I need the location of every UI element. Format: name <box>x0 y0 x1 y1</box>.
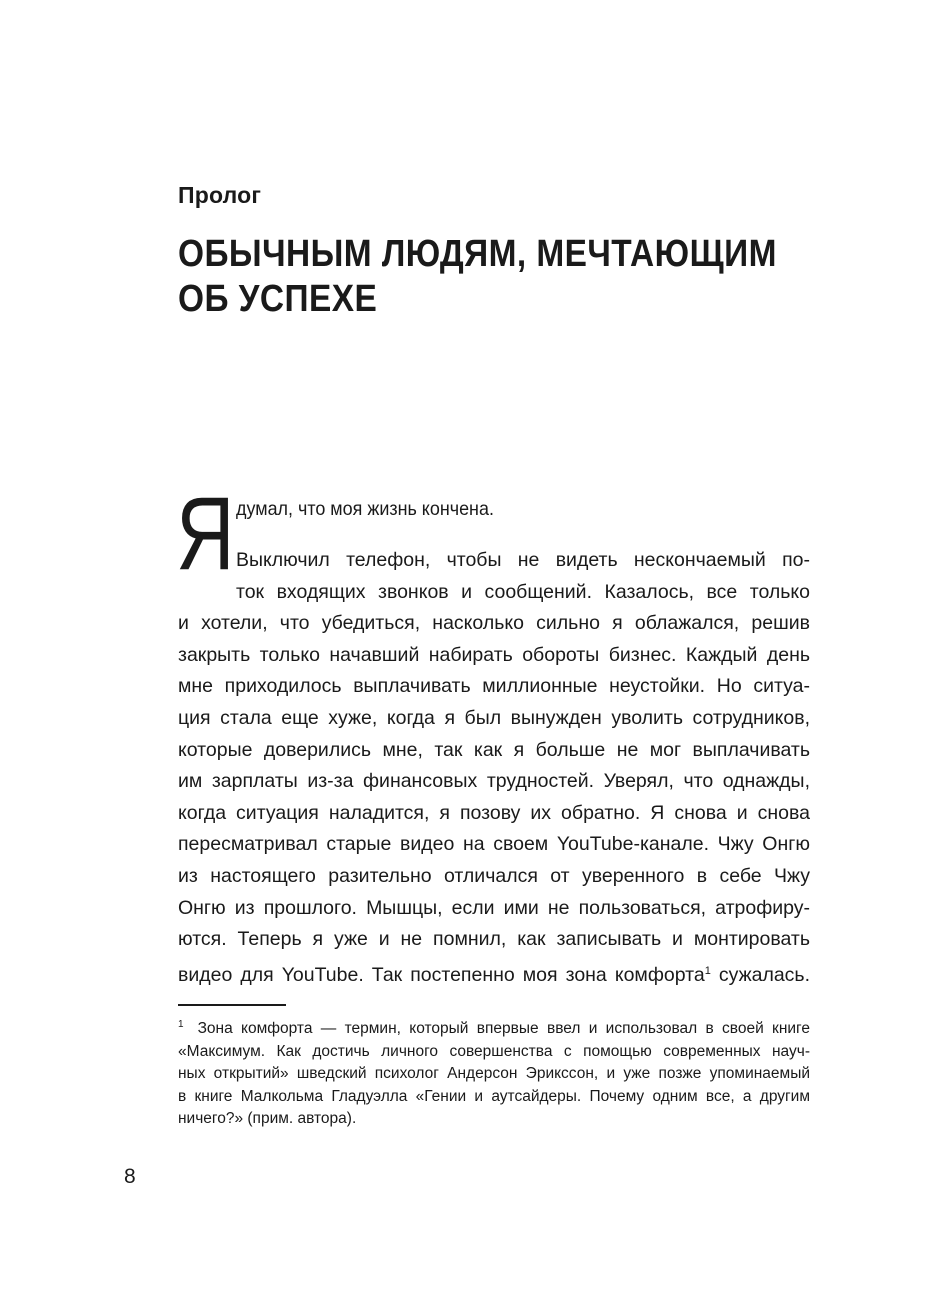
body-last-line-end: сужалась. <box>710 963 811 986</box>
page-number: 8 <box>124 1165 136 1188</box>
body-first-line: думал, что моя жизнь кончена. <box>236 498 494 520</box>
body-line: ются. Теперь я уже и не помнил, как записывать и монтировать <box>178 928 810 951</box>
chapter-title-line: ОБЫЧНЫМ ЛЮДЯМ, МЕЧТАЮЩИМ <box>178 233 777 275</box>
body-line: Онгю из прошлого. Мышцы, если ими не пользоваться, атрофиру- <box>178 896 810 919</box>
drop-cap: Я <box>176 476 235 592</box>
footnote-line: в книге Малкольма Гладуэлла «Гении и аутсайдеры. Почему одним все, а другим <box>178 1087 810 1105</box>
body-line: закрыть только начавший набирать обороты бизнес. Каждый день <box>178 643 810 666</box>
body-last-line-text: видео для YouTube. Так постепенно моя зона комфорта <box>178 963 705 986</box>
body-line: Выключил телефон, чтобы не видеть нескончаемый по- <box>236 549 810 571</box>
footnote-divider <box>178 1004 286 1006</box>
footnote-line <box>178 1014 810 1041</box>
chapter-title-line: ОБ УСПЕХЕ <box>178 278 378 320</box>
body-line: из настоящего разительно отличался от уверенного в себе Чжу <box>178 864 810 887</box>
footnote-line: ных открытий» шведский психолог Андерсон Эрикссон, и уже позже упоминаемый <box>178 1065 810 1082</box>
footnote-line-text: Зона комфорта — термин, который впервые ввел и использовал в своей книге <box>197 1020 810 1037</box>
footnote-reference[interactable]: 1 <box>704 964 711 977</box>
footnote-line: «Максимум. Как достичь личного совершенства с помощью современных науч- <box>178 1042 810 1060</box>
body-line: им зарплаты из-за финансовых трудностей. Уверял, что однажды, <box>178 770 810 793</box>
body-line: которые доверились мне, так как я больше не мог выплачивать <box>178 738 810 761</box>
chapter-title <box>178 232 777 322</box>
body-last-line <box>178 956 810 992</box>
chapter-label: Пролог <box>178 182 262 208</box>
body-line: пересматривал старые видео на своем YouTube-канале. Чжу Онгю <box>178 833 810 856</box>
body-line: мне приходилось выплачивать миллионные неустойки. Но ситуа- <box>178 675 810 698</box>
body-line: когда ситуация наладится, я позову их обратно. Я снова и снова <box>178 801 810 824</box>
body-text <box>178 545 810 991</box>
body-line: ция стала еще хуже, когда я был вынужден уволить сотрудников, <box>178 706 810 729</box>
body-line: ток входящих звонков и сообщений. Казалось, все только <box>236 580 810 603</box>
footnote <box>178 1014 810 1131</box>
body-line: и хотели, что убедиться, насколько сильно я облажался, решив <box>178 612 810 635</box>
footnote-line: ничего?» (прим. автора). <box>178 1110 357 1127</box>
footnote-mark: 1 <box>178 1019 184 1030</box>
